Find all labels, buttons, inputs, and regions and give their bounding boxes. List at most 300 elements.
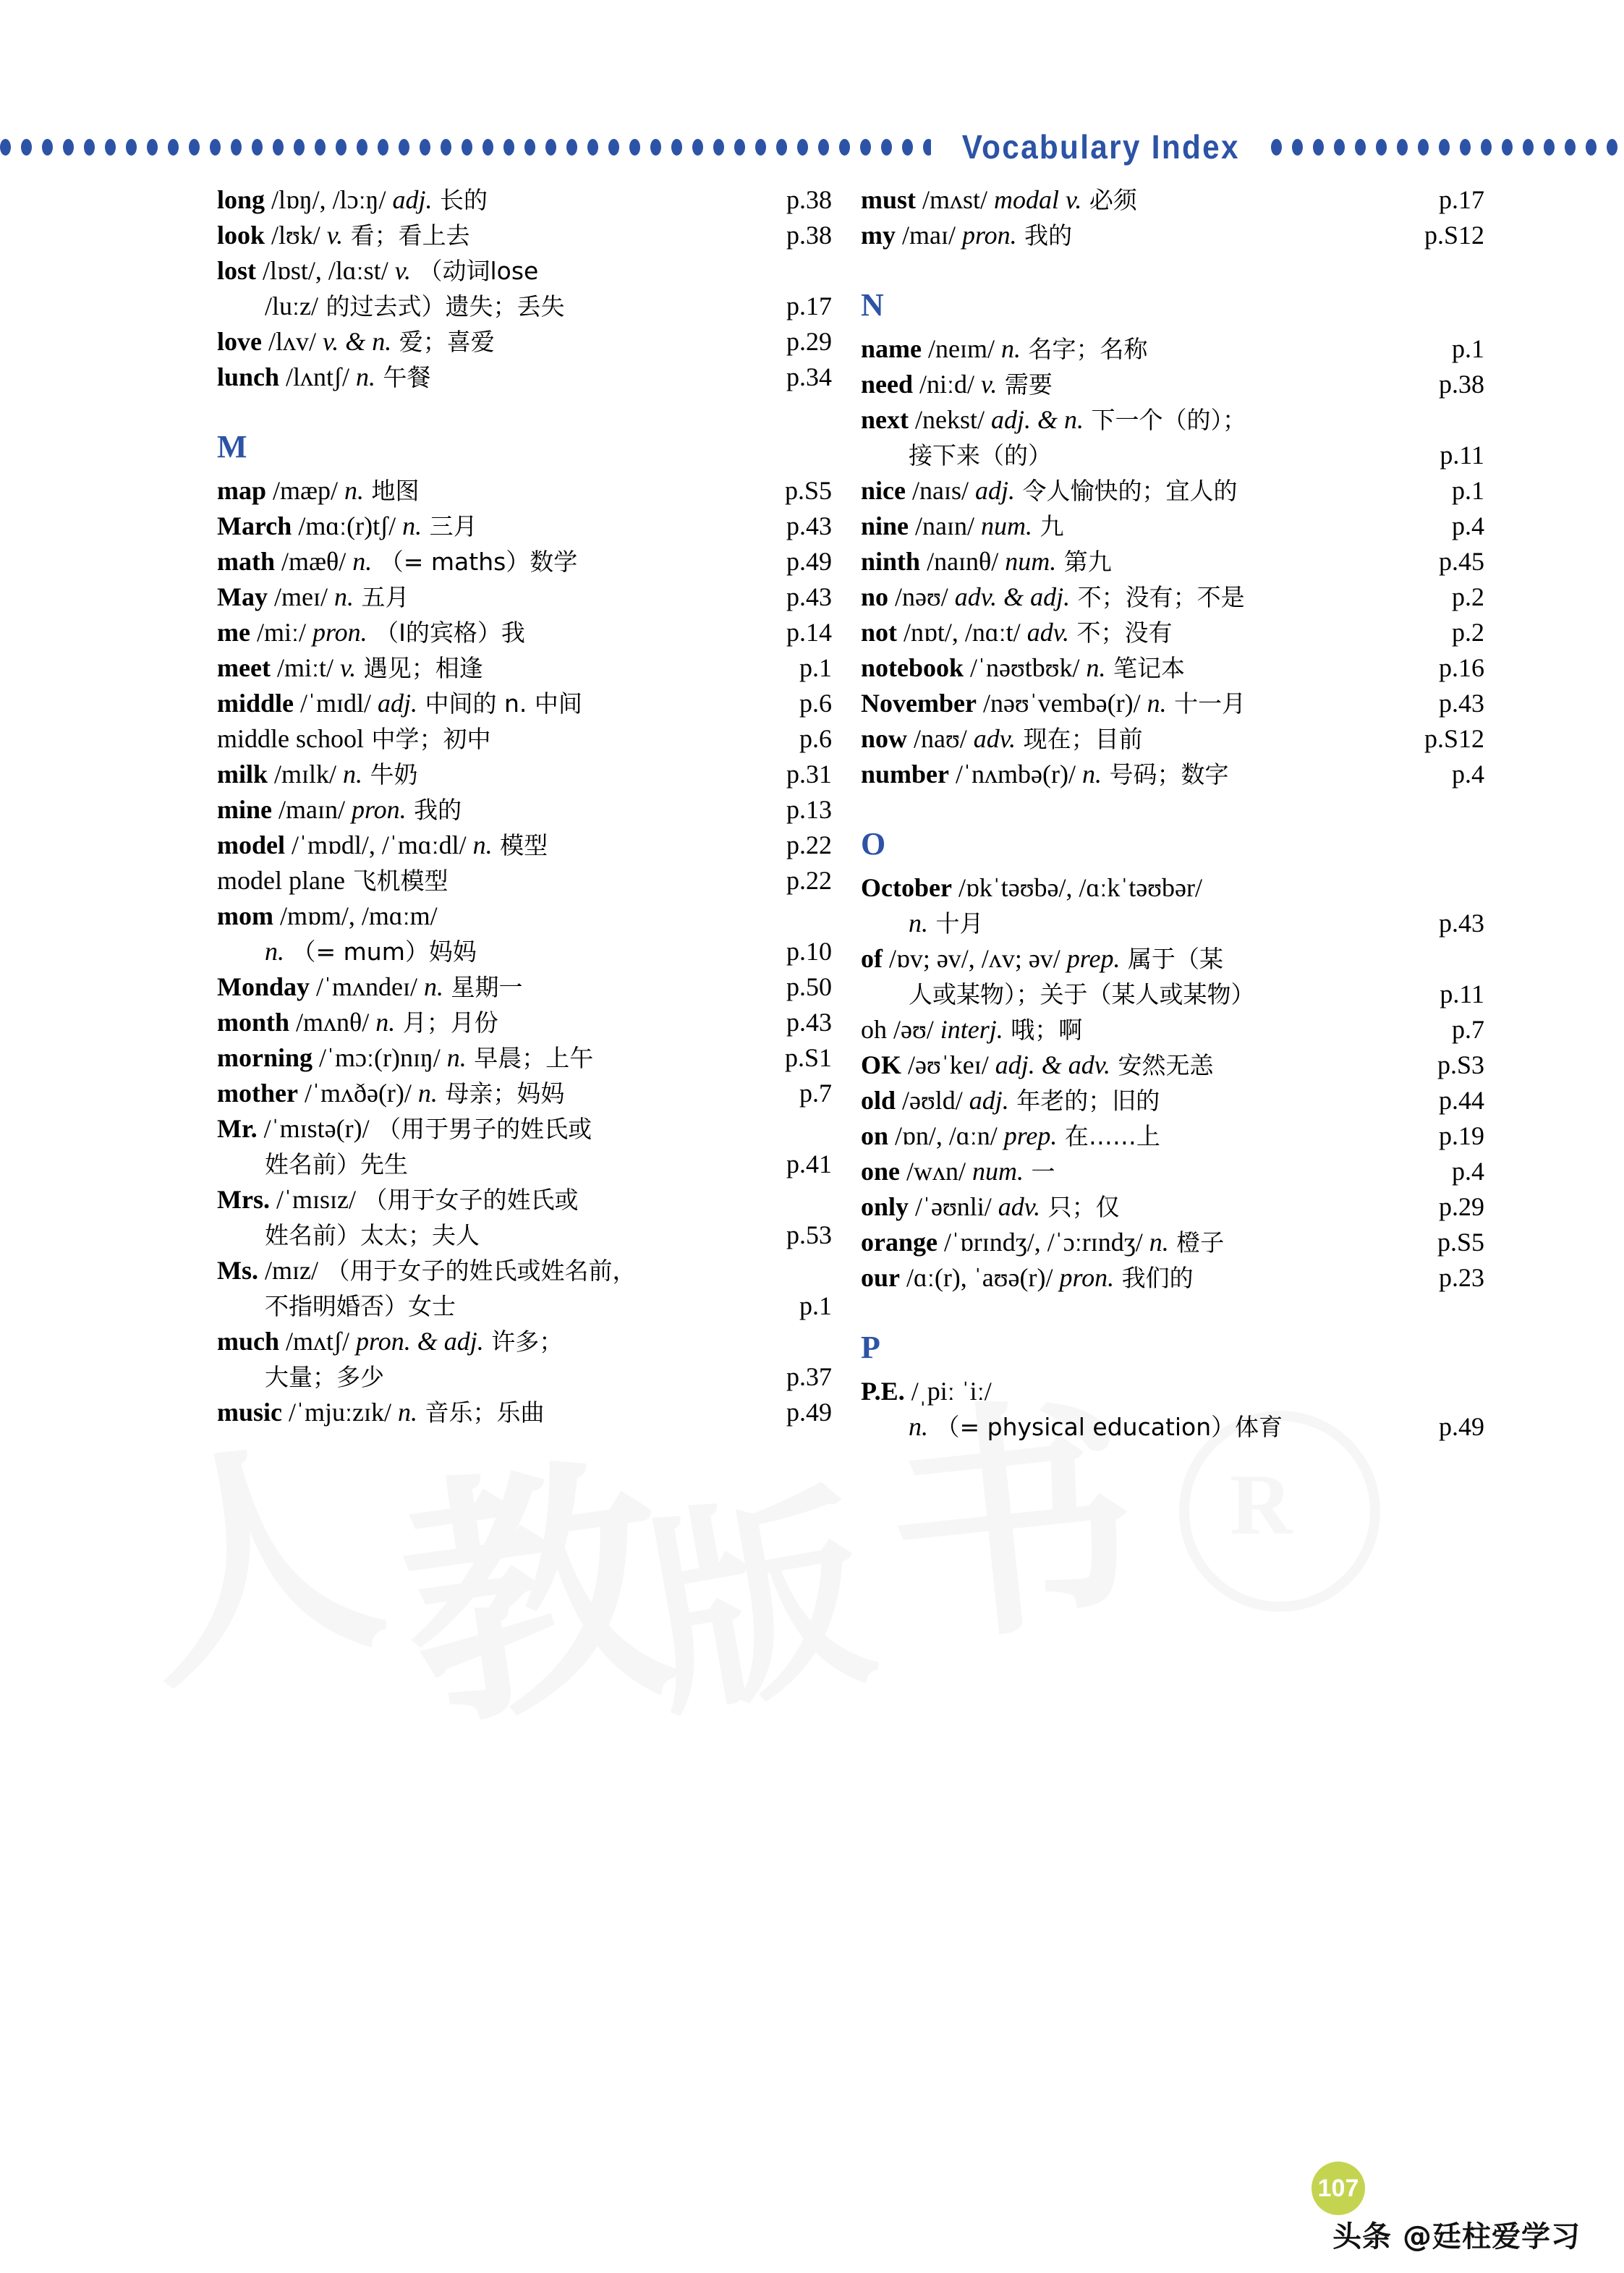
header-dot <box>1313 139 1324 156</box>
definition-chinese: 我的 <box>1016 221 1073 250</box>
entry-text <box>861 875 1202 901</box>
phonetic-transcription: /lʊk/ <box>265 221 320 250</box>
headword: need <box>861 370 913 399</box>
header-dot <box>482 139 493 156</box>
entry-text <box>217 796 462 823</box>
headword: lost <box>217 256 256 285</box>
header-dot <box>1397 139 1408 156</box>
vocabulary-entry <box>861 1378 1490 1449</box>
entry-text <box>217 832 548 858</box>
entry-line <box>217 1293 839 1328</box>
entry-text <box>217 1080 564 1106</box>
page-reference: p.49 <box>786 1398 832 1427</box>
phonetic-transcription: /naʊ/ <box>907 724 967 753</box>
part-of-speech: pron. <box>345 795 407 824</box>
entry-text <box>861 1016 1082 1042</box>
entry-text <box>217 974 523 1000</box>
vocabulary-entry <box>861 187 1490 222</box>
vocabulary-entry <box>861 336 1490 371</box>
definition-chinese: 爱；喜爱 <box>391 328 495 356</box>
part-of-speech: n. <box>327 582 354 611</box>
phonetic-transcription: /ˌpiː ˈiː/ <box>904 1377 992 1406</box>
definition-chinese: 令人愉快的；宜人的 <box>1015 477 1238 505</box>
phonetic-transcription: /ˈəʊnli/ <box>909 1192 992 1221</box>
header-dot <box>378 139 388 156</box>
headword: morning <box>217 1043 313 1072</box>
phonetic-transcription: /ˈmʌðə(r)/ <box>297 1079 412 1108</box>
part-of-speech: n. <box>909 1412 928 1441</box>
part-of-speech: num. <box>966 1157 1024 1186</box>
vocabulary-entry <box>861 513 1490 548</box>
vocabulary-entry <box>217 1399 839 1435</box>
headword: nine <box>861 511 909 540</box>
header-dot <box>294 139 305 156</box>
entry-text <box>217 477 420 504</box>
page-reference: p.49 <box>1439 1412 1484 1441</box>
headword: music <box>217 1398 282 1427</box>
page-reference: p.4 <box>1452 760 1484 789</box>
entry-line <box>861 946 1490 981</box>
entry-text <box>861 442 1052 468</box>
definition-chinese: 一 <box>1024 1157 1055 1186</box>
phonetic-transcription: /mɪz/ <box>258 1256 318 1285</box>
definition-chinese: 牛奶 <box>362 760 418 789</box>
headword: love <box>217 327 262 356</box>
page-reference: p.29 <box>786 327 832 356</box>
page-reference: p.38 <box>786 221 832 250</box>
header-dot <box>1292 139 1303 156</box>
phonetic-transcription: /ˈmɪstə(r)/ <box>257 1114 370 1143</box>
headword: mom <box>217 901 273 930</box>
page-reference: p.17 <box>1439 185 1484 214</box>
phonetic-transcription: /maɪn/ <box>272 795 345 824</box>
header-dot <box>315 139 326 156</box>
header-dot <box>839 139 850 156</box>
phonetic-transcription: /mʌtʃ/ <box>279 1327 350 1356</box>
phonetic-transcription: /ˈnəʊtbʊk/ <box>964 653 1080 682</box>
page-reference: p.13 <box>786 795 832 824</box>
vocabulary-entry <box>217 761 839 796</box>
part-of-speech: adj. & n. <box>985 405 1084 434</box>
page-reference: p.4 <box>1452 1157 1484 1186</box>
page-reference: p.22 <box>786 830 832 859</box>
entry-text <box>861 1229 1224 1255</box>
vocabulary-entry <box>217 187 839 222</box>
headword: look <box>217 221 265 250</box>
header-dot <box>1481 139 1492 156</box>
vocabulary-entry <box>861 1087 1490 1123</box>
page-header <box>0 122 1624 172</box>
definition-chinese: 十月 <box>928 909 984 938</box>
entry-line <box>861 442 1490 477</box>
entry-line <box>217 293 839 328</box>
page-reference: p.43 <box>1439 689 1484 718</box>
entry-line <box>861 336 1490 371</box>
headword: nice <box>861 476 906 505</box>
phonetic-transcription: /nɒt/, /nɑːt/ <box>897 618 1021 647</box>
headword: map <box>217 476 267 505</box>
part-of-speech: n. <box>349 362 376 391</box>
headword: math <box>217 547 275 576</box>
definition-chinese: 五月 <box>353 583 409 611</box>
entry-text <box>217 187 488 213</box>
vocabulary-entry <box>217 655 839 690</box>
headword: November <box>861 689 977 718</box>
phonetic-transcription: /lɒst/, /lɑːst/ <box>256 256 388 285</box>
entry-text <box>861 946 1223 972</box>
entry-line <box>217 477 839 513</box>
section-letter-n: N <box>861 287 884 323</box>
vocabulary-entry <box>861 619 1490 655</box>
part-of-speech: prep. <box>1060 944 1121 973</box>
entry-line <box>861 1414 1490 1449</box>
phonetic-transcription: /wʌn/ <box>900 1157 966 1186</box>
headword: October <box>861 873 952 902</box>
definition-chinese: 号码；数字 <box>1101 760 1229 789</box>
headword: not <box>861 618 898 647</box>
header-dot <box>650 139 661 156</box>
definition-chinese: 中间的 n. 中间 <box>417 689 582 718</box>
page-reference: p.11 <box>1440 980 1484 1008</box>
entry-line <box>861 407 1490 442</box>
part-of-speech: adj. <box>371 689 418 718</box>
index-column-left <box>217 187 839 1435</box>
vocabulary-entry <box>217 867 839 903</box>
page-reference: p.2 <box>1452 582 1484 611</box>
entry-text <box>217 1186 578 1212</box>
definition-chinese: （= maths）数学 <box>372 548 578 576</box>
headword: mine <box>217 795 272 824</box>
page-reference: p.43 <box>786 1008 832 1037</box>
vocabulary-entry <box>861 1016 1490 1052</box>
entry-line <box>217 1364 839 1399</box>
page-number-badge: 107 <box>1311 2162 1365 2215</box>
entry-text <box>861 407 1246 433</box>
entry-line <box>217 726 839 761</box>
vocabulary-entry <box>861 371 1490 407</box>
entry-text <box>217 726 490 752</box>
header-dot <box>860 139 871 156</box>
header-dot <box>168 139 179 156</box>
page-reference: p.38 <box>1439 370 1484 399</box>
entry-line <box>861 1194 1490 1229</box>
vocabulary-entry <box>861 407 1490 477</box>
phonetic-transcription: /mʌst/ <box>916 185 988 214</box>
header-dot <box>210 139 221 156</box>
entry-line <box>217 548 839 584</box>
headword: ninth <box>861 547 921 576</box>
page-reference: p.29 <box>1439 1192 1484 1221</box>
vocabulary-entry <box>861 875 1490 946</box>
definition-chinese: 三月 <box>422 512 477 540</box>
entry-text <box>217 1399 544 1425</box>
header-dot <box>587 139 598 156</box>
entry-text <box>217 1257 637 1283</box>
definition-chinese: 我的 <box>406 796 462 824</box>
entry-line <box>217 761 839 796</box>
vocabulary-entry <box>861 726 1490 761</box>
vocabulary-entry <box>217 584 839 619</box>
header-dot <box>1586 139 1597 156</box>
vocabulary-entry <box>217 690 839 726</box>
phonetic-transcription: /miːt/ <box>270 653 333 682</box>
definition-chinese: 看；看上去 <box>343 221 470 250</box>
page-reference: p.53 <box>786 1220 832 1249</box>
definition-chinese: 只；仅 <box>1040 1193 1120 1221</box>
headword: much <box>217 1327 280 1356</box>
entry-line <box>217 222 839 258</box>
entry-line <box>861 1087 1490 1123</box>
section-letter-o: O <box>861 826 886 862</box>
vocabulary-entry <box>217 364 839 399</box>
definition-chinese: 在……上 <box>1057 1122 1160 1150</box>
vocabulary-entry <box>217 548 839 584</box>
phonetic-transcription: /mæθ/ <box>275 547 347 576</box>
page-reference: p.34 <box>786 362 832 391</box>
headword: long <box>217 185 265 214</box>
header-dot <box>63 139 74 156</box>
headword: middle <box>217 689 294 718</box>
header-dot <box>1439 139 1450 156</box>
phonetic-transcription: /ˈmɒdl/, /ˈmɑːdl/ <box>285 830 467 859</box>
definition-chinese: 不；没有；不是 <box>1070 583 1245 611</box>
entry-text <box>217 584 409 610</box>
part-of-speech: adv. <box>1020 618 1069 647</box>
entry-line <box>217 655 839 690</box>
entry-line <box>861 910 1490 946</box>
headword: our <box>861 1263 900 1292</box>
page-reference: p.43 <box>1439 909 1484 938</box>
header-dot <box>1607 139 1617 156</box>
phonetic-transcription: /naɪn/ <box>909 511 975 540</box>
entry-text <box>861 1123 1160 1149</box>
entry-line <box>861 619 1490 655</box>
vocabulary-entry <box>217 328 839 364</box>
header-dot <box>105 139 116 156</box>
page-reference: p.S5 <box>784 476 832 505</box>
phonetic-transcription: /ɒv; əv/, /ʌv; əv/ <box>883 944 1060 973</box>
entry-text <box>217 690 582 716</box>
entry-line <box>217 1080 839 1116</box>
entry-text <box>217 1293 456 1319</box>
definition-chinese: 不；没有 <box>1069 619 1173 647</box>
phonetic-transcription: /maɪ/ <box>896 221 956 250</box>
definition-chinese: （用于女子的姓氏或 <box>355 1186 579 1214</box>
phonetic-transcription: /lʌv/ <box>261 327 316 356</box>
entry-line <box>217 187 839 222</box>
part-of-speech: pron. <box>956 221 1017 250</box>
page-reference: p.10 <box>786 937 832 966</box>
phonetic-transcription: /niːd/ <box>913 370 975 399</box>
entry-line <box>217 1222 839 1257</box>
entry-line <box>861 1265 1490 1300</box>
vocabulary-entry <box>217 832 839 867</box>
page-reference: p.45 <box>1439 547 1484 576</box>
definition-chinese: 早晨；上午 <box>466 1044 594 1072</box>
header-dot <box>1376 139 1387 156</box>
vocabulary-entry <box>217 1045 839 1080</box>
page-reference: p.37 <box>786 1362 832 1391</box>
part-of-speech: v. & n. <box>316 327 392 356</box>
part-of-speech: adj. <box>968 476 1015 505</box>
header-dot <box>399 139 409 156</box>
definition-chinese: 第九 <box>1056 548 1112 576</box>
definition-chinese: （I的宾格）我 <box>367 619 525 647</box>
header-dot-rule-right <box>1271 135 1624 159</box>
entry-line <box>217 1186 839 1222</box>
definition-chinese: 遇见；相逢 <box>356 654 483 682</box>
phonetic-transcription: /mɒm/, /mɑːm/ <box>273 901 438 930</box>
phonetic-transcription: /nəʊˈvembə(r)/ <box>976 689 1141 718</box>
entry-line <box>861 222 1490 258</box>
headword: OK <box>861 1050 902 1079</box>
header-dot <box>1271 139 1282 156</box>
part-of-speech: n. <box>336 760 363 789</box>
header-dot <box>503 139 514 156</box>
part-of-speech: n. <box>396 511 422 540</box>
entry-text <box>217 293 565 319</box>
entry-text <box>861 371 1053 397</box>
part-of-speech: n. <box>346 547 373 576</box>
page-reference: p.S12 <box>1424 724 1484 753</box>
phonetic-transcription: /əʊˈkeɪ/ <box>901 1050 989 1079</box>
page-reference: p.41 <box>786 1150 832 1178</box>
headword: of <box>861 944 883 973</box>
page-reference: p.43 <box>786 582 832 611</box>
entry-line <box>861 187 1490 222</box>
header-dot <box>1418 139 1429 156</box>
entry-text <box>217 548 577 574</box>
vocabulary-entry <box>861 690 1490 726</box>
entry-text <box>217 1364 384 1390</box>
header-dot <box>147 139 158 156</box>
definition-chinese: 星期一 <box>443 973 523 1001</box>
definition-chinese: 现在；目前 <box>1016 725 1143 753</box>
header-dot <box>1544 139 1555 156</box>
phonetic-transcription: /ˈnʌmbə(r)/ <box>949 760 1076 789</box>
header-dot <box>189 139 200 156</box>
entry-line <box>217 832 839 867</box>
header-dot <box>1460 139 1471 156</box>
part-of-speech: n. <box>411 1079 438 1108</box>
watermark-glyph <box>388 1452 683 1746</box>
part-of-speech: n. <box>1142 1228 1169 1257</box>
header-dot <box>881 139 892 156</box>
page-reference: p.4 <box>1452 511 1484 540</box>
headword: one <box>861 1157 900 1186</box>
page-reference: p.44 <box>1439 1086 1484 1115</box>
entry-text <box>861 655 1185 681</box>
headword: orange <box>861 1228 938 1257</box>
entry-text <box>217 938 477 964</box>
definition-chinese: 大量；多少 <box>265 1363 384 1391</box>
phonetic-transcription: /mæp/ <box>266 476 339 505</box>
entry-line <box>861 655 1490 690</box>
headword: Mrs. <box>217 1185 270 1214</box>
header-dot <box>797 139 808 156</box>
header-dot <box>1502 139 1513 156</box>
entry-text <box>861 513 1064 539</box>
part-of-speech: adv. <box>991 1192 1041 1221</box>
attribution-watermark: 头条 @廷柱爱学习 <box>1332 2220 1581 2253</box>
phonetic-transcription: /lʌntʃ/ <box>279 362 350 391</box>
page-reference: p.19 <box>1439 1121 1484 1150</box>
definition-chinese: 飞机模型 <box>344 867 448 895</box>
headword: next <box>861 405 909 434</box>
entry-line <box>217 513 839 548</box>
entry-text <box>861 1414 1283 1440</box>
page-reference: p.14 <box>786 618 832 647</box>
vocabulary-entry <box>861 1265 1490 1300</box>
definition-chinese: 母亲；妈妈 <box>437 1079 565 1108</box>
entry-line <box>861 1378 1490 1414</box>
vocabulary-entry <box>217 258 839 328</box>
entry-text <box>217 328 495 354</box>
definition-chinese: 哦；啊 <box>1003 1016 1083 1044</box>
vocabulary-entry <box>217 796 839 832</box>
header-dot <box>1355 139 1366 156</box>
definition-chinese: 音乐；乐曲 <box>417 1398 545 1427</box>
page-reference: p.S12 <box>1424 221 1484 250</box>
definition-chinese: 姓名前）先生 <box>265 1150 408 1178</box>
part-of-speech: num. <box>974 511 1033 540</box>
entry-text <box>861 1052 1214 1078</box>
entry-line <box>861 1229 1490 1265</box>
entry-text <box>217 1009 498 1035</box>
header-dot <box>776 139 787 156</box>
entry-line <box>217 1045 839 1080</box>
entry-text <box>861 690 1246 716</box>
entry-line <box>217 258 839 293</box>
headword: meet <box>217 653 271 682</box>
headword: Monday <box>217 972 310 1001</box>
phonetic-transcription: /mɪlk/ <box>268 760 337 789</box>
header-dot <box>755 139 766 156</box>
page-title: Vocabulary Index <box>961 128 1241 166</box>
phonetic-transcription: /ˈɒrɪndʒ/, /ˈɔːrɪndʒ/ <box>937 1228 1143 1257</box>
entry-line <box>861 548 1490 584</box>
headword: on <box>861 1121 889 1150</box>
definition-chinese: 地图 <box>364 477 420 505</box>
header-dot <box>713 139 724 156</box>
part-of-speech: n. <box>265 937 284 966</box>
entry-line <box>217 796 839 832</box>
vocabulary-entry <box>217 1009 839 1045</box>
headword: name <box>861 334 922 363</box>
entry-line <box>217 1116 839 1151</box>
definition-chinese: 月；月份 <box>395 1008 498 1037</box>
header-dot <box>231 139 242 156</box>
phonetic-transcription: /naɪnθ/ <box>920 547 999 576</box>
headword: no <box>861 582 889 611</box>
vocabulary-entry <box>217 726 839 761</box>
vocabulary-entry <box>217 513 839 548</box>
page-reference: p.7 <box>1452 1015 1484 1044</box>
headword: notebook <box>861 653 964 682</box>
vocabulary-entry <box>861 1194 1490 1229</box>
entry-line <box>861 875 1490 910</box>
headword: month <box>217 1008 290 1037</box>
header-dot <box>1565 139 1576 156</box>
entry-text <box>217 1328 563 1354</box>
entry-text <box>217 1222 480 1248</box>
header-dot <box>818 139 829 156</box>
header-dot <box>42 139 53 156</box>
entry-line <box>217 328 839 364</box>
part-of-speech: n. <box>909 909 928 938</box>
phonetic-transcription: /ˈmʌndeɪ/ <box>310 972 418 1001</box>
part-of-speech: adv. <box>966 724 1016 753</box>
